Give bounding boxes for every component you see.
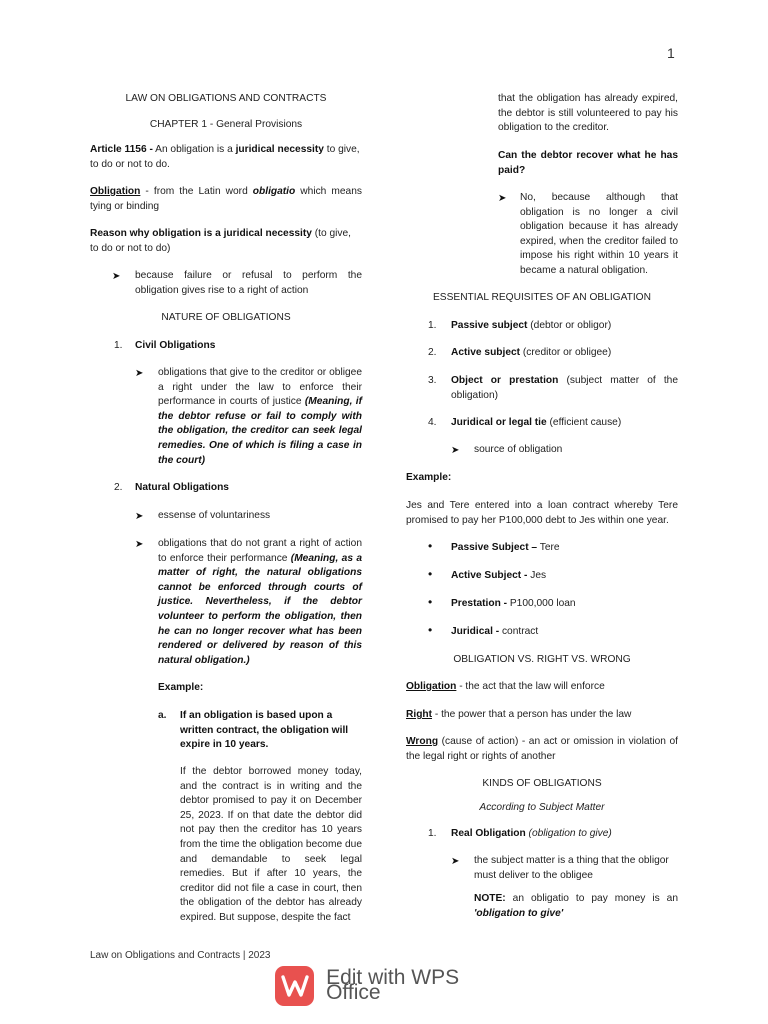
obligatio-word: obligatio xyxy=(252,186,296,197)
wrong-def xyxy=(406,735,678,764)
req4-number: 4. xyxy=(428,417,437,428)
article-1156 xyxy=(90,143,362,172)
natural-number: 2. xyxy=(114,482,123,493)
req2-rest: (creditor or obligee) xyxy=(520,347,612,358)
example-label: Example: xyxy=(158,682,204,693)
requisite-4 xyxy=(451,416,678,431)
d4-label: Juridical - xyxy=(451,626,500,637)
req1-rest: (debtor or obligor) xyxy=(527,320,612,331)
req4-label: Juridical or legal tie xyxy=(451,417,547,428)
requisite-2 xyxy=(451,346,678,361)
continued-paragraph: that the obligation has already expired, the debtor is still volunteered to pay his obligation to the creditor. xyxy=(498,93,678,134)
d1-label: Passive Subject – xyxy=(451,542,538,553)
note-text: an obligatio to pay money is an xyxy=(505,893,678,904)
kinds-heading: KINDS OF OBLIGATIONS xyxy=(482,778,602,789)
page-number: 1 xyxy=(667,45,675,61)
example-item-3 xyxy=(451,597,678,612)
natural-label: Natural Obligations xyxy=(135,482,229,493)
article-text: An obligation is a xyxy=(152,144,236,155)
d1-rest: Tere xyxy=(537,542,560,553)
d2-rest: Jes xyxy=(527,570,547,581)
d4-rest: contract xyxy=(499,626,539,637)
w-rest: (cause of action) - an act or omission in violation of the legal right or rights of another xyxy=(406,736,678,762)
real-number: 1. xyxy=(428,828,437,839)
chapter-heading: CHAPTER 1 - General Provisions xyxy=(149,119,303,130)
arrow-bullet-icon: ➤ xyxy=(498,193,507,204)
kinds-subheading: According to Subject Matter xyxy=(479,802,605,813)
r-rest: - the power that a person has under the law xyxy=(432,709,632,720)
civil-number: 1. xyxy=(114,340,123,351)
juridical-necessity-term: juridical necessity xyxy=(235,144,324,155)
d2-label: Active Subject - xyxy=(451,570,528,581)
arrow-bullet-icon: ➤ xyxy=(451,445,460,456)
requisite-3 xyxy=(451,374,678,403)
w-label: Wrong xyxy=(406,736,439,747)
civil-text: obligations that give to the creditor or obligee a right under the law to enforce their performance in courts of justice xyxy=(158,367,362,408)
o-label: Obligation xyxy=(406,681,457,692)
bullet-dot-icon: • xyxy=(428,623,433,637)
real-bullet: the subject matter is a thing that the obligor must deliver to the obligee xyxy=(474,855,669,881)
reason-bullet: because failure or refusal to perform the obligation gives rise to a right of action xyxy=(135,270,362,296)
example-a-letter: a. xyxy=(158,710,167,721)
note-em: 'obligation to give' xyxy=(474,907,564,919)
wps-watermark-text: Edit with WPS Office xyxy=(326,966,460,1004)
answer: No, because although that obligation is no longer a civil obligation because it has already expired, when the creditor failed to impose his right within 10 years it became a natural obligation. xyxy=(520,192,678,276)
arrow-bullet-icon: ➤ xyxy=(135,511,144,522)
d3-rest: P100,000 loan xyxy=(507,598,576,609)
article-text-end: to give, to do or not to do. xyxy=(90,144,360,170)
obligation-term: Obligation xyxy=(90,186,141,197)
bullet-dot-icon: • xyxy=(428,539,433,553)
example-paragraph: Jes and Tere entered into a loan contract whereby Tere promised to pay her P100,000 debt to Jes within one year. xyxy=(406,500,678,526)
right-def xyxy=(406,708,678,723)
reason-rest: (to give, to do or not to do) xyxy=(90,228,352,254)
note-label: NOTE: xyxy=(474,893,506,904)
req3-label: Object or prestation xyxy=(451,375,559,386)
article-label: Article 1156 - xyxy=(90,144,153,155)
arrow-bullet-icon: ➤ xyxy=(135,368,144,379)
example-item-4 xyxy=(451,625,678,640)
example-item-1 xyxy=(451,541,678,556)
req4-rest: (efficient cause) xyxy=(546,417,622,428)
natural-bullet-2 xyxy=(158,537,362,668)
o-rest: - the act that the law will enforce xyxy=(456,681,605,692)
requisites-heading: ESSENTIAL REQUISITES OF AN OBLIGATION xyxy=(433,292,651,303)
d3-label: Prestation - xyxy=(451,598,508,609)
orw-heading: OBLIGATION VS. RIGHT VS. WRONG xyxy=(453,654,631,665)
obligation-def xyxy=(406,680,678,695)
req3-number: 3. xyxy=(428,375,437,386)
civil-label: Civil Obligations xyxy=(135,340,216,351)
natural-b2-text: obligations that do not grant a right of action to enforce their performance xyxy=(158,538,362,564)
example-a-heading: If an obligation is based upon a written contract, the obligation will expire in 10 years. xyxy=(180,710,349,751)
obligation-definition xyxy=(90,185,362,214)
natural-bullet-1: essense of voluntariness xyxy=(158,510,271,521)
real-em: (obligation to give) xyxy=(525,828,612,839)
question: Can the debtor recover what he has paid? xyxy=(498,150,678,176)
arrow-bullet-icon: ➤ xyxy=(451,856,460,867)
nature-heading: NATURE OF OBLIGATIONS xyxy=(161,312,291,323)
natural-meaning: (Meaning, as a matter of right, the natural obligations cannot be enforced through courts of justice. Nevertheless, if the debtor volunteer to perform the obligation, then he can no longer recover what has been rendered or delivered by reason of this natural obligation.) xyxy=(158,552,362,666)
req4-bullet: source of obligation xyxy=(474,444,563,455)
reason-bold: Reason why obligation is a juridical necessity xyxy=(90,228,312,239)
req2-number: 2. xyxy=(428,347,437,358)
example-a-paragraph: If the debtor borrowed money today, and the contract is in writing and the debtor promised to pay it on December 25, 2023. If on that date the debtor did not pay then the creditor has 10 years from the time the obligation become due and demandable to seek legal remedies. But if after 10 years, the creditor did not file a case in court, then the obligation of the debtor has already expired. But suppose, despite the fact xyxy=(180,766,362,923)
req3-rest: (subject matter of the obligation) xyxy=(451,375,678,401)
bullet-dot-icon: • xyxy=(428,595,433,609)
requisite-1 xyxy=(451,319,678,334)
req2-label: Active subject xyxy=(451,347,521,358)
real-obligation xyxy=(451,827,678,842)
req1-number: 1. xyxy=(428,320,437,331)
wps-watermark-button[interactable] xyxy=(275,964,515,1008)
obligation-def-text: - from the Latin word xyxy=(140,186,253,197)
arrow-bullet-icon: ➤ xyxy=(112,271,121,282)
arrow-bullet-icon: ➤ xyxy=(135,539,144,550)
req1-label: Passive subject xyxy=(451,320,528,331)
reason-paragraph xyxy=(90,227,362,256)
example-item-2 xyxy=(451,569,678,584)
civil-description xyxy=(158,366,362,468)
wps-logo-icon xyxy=(275,966,314,1006)
obligation-def-end: which means tying or binding xyxy=(90,186,362,212)
civil-meaning: (Meaning, if the debtor refuse or fail to comply with the obligation, the creditor can seek legal remedies. One of which is filing a case in the court) xyxy=(158,396,363,466)
page-footer: Law on Obligations and Contracts | 2023 xyxy=(90,950,271,961)
document-title: LAW ON OBLIGATIONS AND CONTRACTS xyxy=(125,93,327,104)
real-label: Real Obligation xyxy=(451,828,526,839)
bullet-dot-icon: • xyxy=(428,567,433,581)
example-label-right: Example: xyxy=(406,472,452,483)
r-label: Right xyxy=(406,709,433,720)
note xyxy=(474,892,678,921)
